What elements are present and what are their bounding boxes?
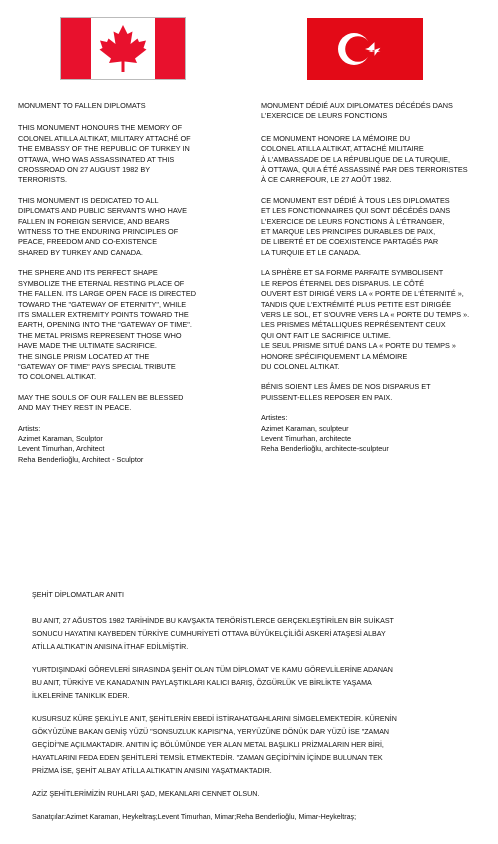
french-title: MONUMENT DÉDIÉ AUX DIPLOMATES DÉCÉDÉS DANS L'EXERCICE DE LEURS FONCTIONS [261,101,453,121]
turkey-flag [307,18,423,80]
french-paragraph-3: LA SPHÈRE ET SA FORME PARFAITE SYMBOLISENT LE REPOS ÉTERNEL DES DISPARUS. LE CÔTÉ OUVERT EST DIRIGÉ VERS LA « PORTE DE L'ÉTERNITÉ », TANDIS QUE L'EXTRÉMITÉ PLUS PETITE EST DIRIGÉE VERS LE SOL, ET S'OUVRE VERS LA « PORTE DU TEMPS ». LES PRISMES MÉTALLIQUES REPRÉSENTENT CEUX QUI ONT FAIT LE SACRIFICE ULTIME. LE SEUL PRISME SITUÉ DANS LA « PORTE DU TEMPS » HONORE SPÉCIFIQUEMENT LA MÉMOIRE DU COLONEL ALTIKAT. [261,268,470,371]
french-paragraph-4: BÉNIS SOIENT LES ÂMES DE NOS DISPARUS ET PUISSENT-ELLES REPOSER EN PAIX. [261,382,431,402]
turkish-paragraph-2: YURTDIŞINDAKİ GÖREVLERİ SIRASINDA ŞEHİT OLAN TÜM DİPLOMAT VE KAMU GÖREVLİLERİNE ADANAN BU ANIT, TÜRKİYE VE KANADA'NIN PAYLAŞTIKLARI KALICI BARIŞ, ÖZGÜRLÜK VE BİRLİKTE YAŞAMA İLKELERİNE TANIKLIK EDER. [32,666,393,700]
turkish-paragraph-3: KUSURSUZ KÜRE ŞEKLİYLE ANIT, ŞEHİTLERİN EBEDİ İSTİRAHATGAHLARINI SİMGELEMEKTEDİR. KÜRENİN GÖKYÜZÜNE BAKAN GENİŞ YÜZÜ "SONSUZLUK KAPISI"NA, YERYÜZÜNE DÖNÜK DAR YÜZÜ İSE "ZAMAN GEÇİDİ"NE AÇILMAKTADIR. ANITIN İÇ BÖLÜMÜNDE YER ALAN METAL BAŞLIKLI PRİZMALARIN HER BİRİ, HAYATLARINI FEDA EDEN ŞEHİTLERİ TEMSİL ETMEKTEDİR. "ZAMAN GEÇİDİ"NİN İÇİNDE BULUNAN TEK PRİZMA İSE, ŞEHİT ALBAY ATİLLA ALTIKAT'IN ANISINI YAŞATMAKTADIR. [32,715,397,775]
english-title: MONUMENT TO FALLEN DIPLOMATS [18,101,146,110]
english-paragraph-3: THE SPHERE AND ITS PERFECT SHAPE SYMBOLIZE THE ETERNAL RESTING PLACE OF THE FALLEN. ITS LARGE OPEN FACE IS DIRECTED TOWARD THE "GATEWAY OF ETERNITY", WHILE ITS SMALLER EXTREMITY POINTS TOWARD THE EARTH, OPENING INTO THE "GATEWAY OF TIME". THE METAL PRISMS REPRESENT THOSE WHO HAVE MADE THE ULTIMATE SACRIFICE. THE SINGLE PRISM LOCATED AT THE "GATEWAY OF TIME" PAYS SPECIAL TRIBUTE TO COLONEL ALTIKAT. [18,268,197,382]
english-paragraph-4: MAY THE SOULS OF OUR FALLEN BE BLESSED AND MAY THEY REST IN PEACE. [18,392,184,413]
turkish-paragraph-4: AZİZ ŞEHİTLERİMİZİN RUHLARI ŞAD, MEKANLARI CENNET OLSUN. [32,790,260,798]
turkish-credits: Sanatçılar:Azimet Karaman, Heykeltraş;Levent Timurhan, Mimar;Reha Benderlioğlu, Mimar-Heykeltraş; [32,813,357,821]
turkish-title: ŞEHİT DİPLOMATLAR ANITI [32,591,124,599]
french-paragraph-2: CE MONUMENT EST DÉDIÉ À TOUS LES DIPLOMATES ET LES FONCTIONNAIRES QUI SONT DÉCÉDÉS DANS L'EXERCICE DE LEURS FONCTIONS À L'ÉTRANGER, ET MARQUE LES PRINCIPES DURABLES DE PAIX, DE LIBERTÉ ET DE COEXISTENCE PARTAGÉS PAR LA TURQUIE ET LE CANADA. [261,195,451,257]
french-credits: Artistes: Azimet Karaman, sculpteur Levent Timurhan, architecte Reha Benderlioğlu, architecte-sculpteur [261,413,389,454]
english-paragraph-2: THIS MONUMENT IS DEDICATED TO ALL DIPLOMATS AND PUBLIC SERVANTS WHO HAVE FALLEN IN FOREIGN SERVICE, AND BEARS WITNESS TO THE ENDURING PRINCIPLES OF PEACE, FREEDOM AND CO-EXISTENCE SHARED BY TURKEY AND CANADA. [18,195,187,257]
canada-flag [60,17,186,80]
english-column [18,101,253,475]
french-paragraph-1: CE MONUMENT HONORE LA MÉMOIRE DU COLONEL ATILLA ALTIKAT, ATTACHÉ MILITAIRE À L'AMBASSADE DE LA RÉPUBLIQUE DE LA TURQUIE, À OTTAWA, QUI A ÉTÉ ASSASSINÉ PAR DES TERRORISTES À CE CARREFOUR, LE 27 AOÛT 1982. [261,133,468,185]
english-paragraph-1: THIS MONUMENT HONOURS THE MEMORY OF COLONEL ATILLA ALTIKAT, MILITARY ATTACHÉ OF THE EMBASSY OF THE REPUBLIC OF TURKEY IN OTTAWA, WHO WAS ASSASSINATED AT THIS CROSSROAD ON 27 AUGUST 1982 BY TERRORISTS. [18,123,191,185]
english-credits: Artists: Azimet Karaman, Sculptor Levent Timurhan, Architect Reha Benderlioğlu, Architect - Sculptor [18,423,144,464]
turkish-paragraph-1: BU ANIT, 27 AĞUSTOS 1982 TARİHİNDE BU KAVŞAKTA TERÖRİSTLERCE GERÇEKLEŞTİRİLEN BİR SUİKAST SONUCU HAYATINI KAYBEDEN TÜRKİYE CUMHURİYETİ OTTAVA BÜYÜKELÇİLİĞİ ASKERİ ATAŞESİ ALBAY ATİLLA ALTIKAT'IN ANISINA İTHAF EDİLMİŞTİR. [32,617,394,651]
french-column [261,101,496,465]
turkish-section [32,589,472,834]
